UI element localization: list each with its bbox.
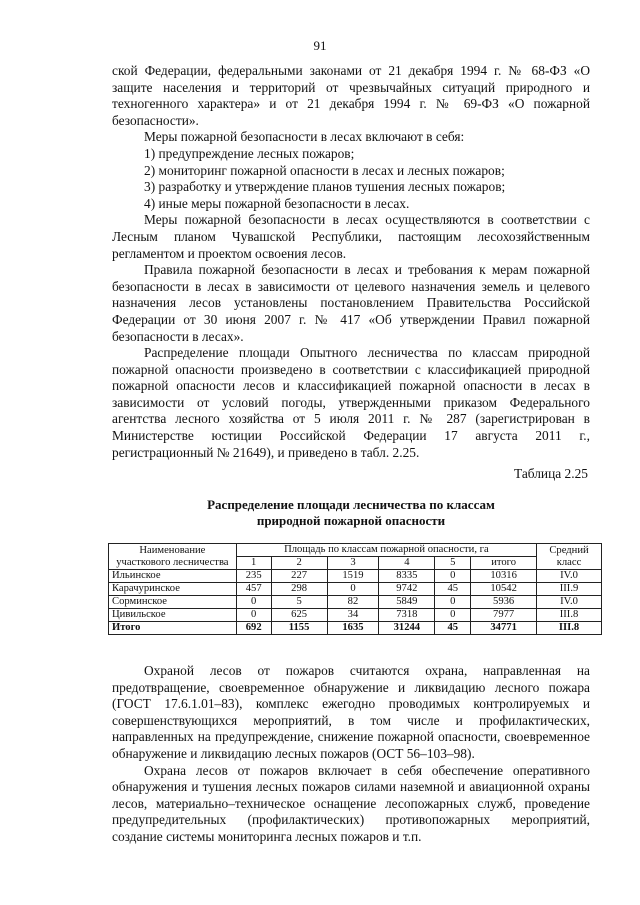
cell-average: III.8 [537, 609, 602, 622]
header-class: 2 [271, 557, 327, 570]
header-average-class: Средний класс [537, 544, 602, 570]
table-row [109, 596, 602, 609]
table-row [109, 609, 602, 622]
table-label: Таблица 2.25 [513, 466, 588, 481]
cell-value: 45 [435, 583, 471, 596]
cell-value: 692 [236, 622, 271, 635]
paragraph-fire-protection-includes: Охрана лесов от пожаров включает в себя обеспечение оперативного обнаружения и тушения лесных пожаров силами наземной и авиационной охраны лесов, материально–техническое оснащение лесопожарных служб, проведение предупредительных (профилактических) противопожарных мероприятий, создание системы мониторинга лесных пожаров и т.п. [112, 762, 590, 844]
table-header-row [109, 544, 602, 557]
cell-name: Сорминское [109, 596, 237, 609]
paragraph-fire-rules: Правила пожарной безопасности в лесах и требования к мерам пожарной безопасности в лесах в зависимости от целевого назначения земель и целевого назначения лесов установлены постановлением Правительства Российской Федерации от 30 июня 2007 г. № 417 «Об утверждении Правил пожарной безопасности в лесах». [112, 262, 590, 344]
cell-value: 0 [435, 596, 471, 609]
header-name: Наименование участкового лесничества [109, 544, 237, 570]
header-area: Площадь по классам пожарной опасности, га [236, 544, 536, 557]
table-row [109, 583, 602, 596]
cell-value: 5 [271, 596, 327, 609]
table-caption [112, 497, 590, 529]
cell-average: IV.0 [537, 570, 602, 583]
cell-average: III.8 [537, 622, 602, 635]
cell-value: 0 [435, 570, 471, 583]
cell-value: 34 [327, 609, 379, 622]
paragraph-forest-plan: Меры пожарной безопасности в лесах осуществляются в соответствии с Лесным планом Чувашской Республики, пастоящим лесохозяйственным регламентом и проектом освоения лесов. [112, 212, 590, 261]
cell-value: 457 [236, 583, 271, 596]
cell-value: 5849 [379, 596, 435, 609]
cell-name: Цивильское [109, 609, 237, 622]
cell-value: 1519 [327, 570, 379, 583]
cell-total: 10316 [471, 570, 537, 583]
list-item: 4) иные меры пожарной безопасности в лесах. [144, 195, 410, 211]
cell-value: 227 [271, 570, 327, 583]
cell-value: 1635 [327, 622, 379, 635]
cell-value: 235 [236, 570, 271, 583]
header-class: 1 [236, 557, 271, 570]
paragraph-distribution: Распределение площади Опытного лесничества по классам природной пожарной опасности произведено в соответствии с классификацией природной пожарной опасности лесов и классификацией пожарной опасности в лесах в зависимости от условий погоды, утвержденными приказом Федерального агентства лесного хозяйства от 5 июля 2011 г. № 287 (зарегистрирован в Министерстве юстиции Российской Федерации 17 августа 2011 г., регистрационный № 21649), и приведено в табл. 2.25. [112, 345, 590, 460]
cell-value: 8335 [379, 570, 435, 583]
header-class: 5 [435, 557, 471, 570]
page-number: 91 [313, 38, 327, 53]
fire-class-table [108, 543, 602, 635]
header-class: 3 [327, 557, 379, 570]
cell-value: 9742 [379, 583, 435, 596]
cell-total: 5936 [471, 596, 537, 609]
cell-value: 625 [271, 609, 327, 622]
cell-name: Карачуринское [109, 583, 237, 596]
cell-value: 0 [236, 596, 271, 609]
cell-value: 7318 [379, 609, 435, 622]
cell-name: Ильинское [109, 570, 237, 583]
cell-total: 34771 [471, 622, 537, 635]
cell-average: III.9 [537, 583, 602, 596]
cell-total: 7977 [471, 609, 537, 622]
header-total: итого [471, 557, 537, 570]
paragraph-continued: ской Федерации, федеральными законами от 21 декабря 1994 г. № 68-ФЗ «О защите населения и территорий от чрезвычайных ситуаций природного и техногенного характера» и от 21 декабря 1994 г. № 69-ФЗ «О пожарной безопасности». [112, 63, 590, 128]
bottom-text [112, 663, 590, 846]
list-item: 2) мониторинг пожарной опасности в лесах и лесных пожаров; [144, 162, 505, 178]
cell-value: 31244 [379, 622, 435, 635]
cell-value: 0 [435, 609, 471, 622]
measures-list [112, 146, 590, 212]
paragraph-measures-intro: Меры пожарной безопасности в лесах включают в себя: [144, 129, 465, 145]
cell-value: 0 [327, 583, 379, 596]
cell-total: 10542 [471, 583, 537, 596]
table-row [109, 570, 602, 583]
cell-value: 45 [435, 622, 471, 635]
cell-value: 82 [327, 596, 379, 609]
paragraph-fire-protection-definition: Охраной лесов от пожаров считаются охрана, направленная на предотвращение, своевременное обнаружение и ликвидацию лесного пожара (ГОСТ 17.6.1.01–83), комплекс ежегодно проводимых контролируемых и совершенствующихся мероприятий, в том числе и профилактических, направленных на предупреждение, снижение пожарной опасности, своевременное обнаружение и ликвидацию лесных пожаров (ОСТ 56–103–98). [112, 663, 590, 761]
cell-value: 298 [271, 583, 327, 596]
list-item: 1) предупреждение лесных пожаров; [144, 145, 355, 161]
table-caption-line: природной пожарной опасности [256, 513, 446, 528]
table-total-row [109, 622, 602, 635]
list-item: 3) разработку и утверждение планов тушения лесных пожаров; [144, 179, 506, 195]
cell-name: Итого [109, 622, 237, 635]
header-class: 4 [379, 557, 435, 570]
cell-value: 1155 [271, 622, 327, 635]
cell-value: 0 [236, 609, 271, 622]
top-text [112, 63, 590, 461]
cell-average: IV.0 [537, 596, 602, 609]
table-caption-line: Распределение площади лесничества по классам [207, 497, 495, 512]
